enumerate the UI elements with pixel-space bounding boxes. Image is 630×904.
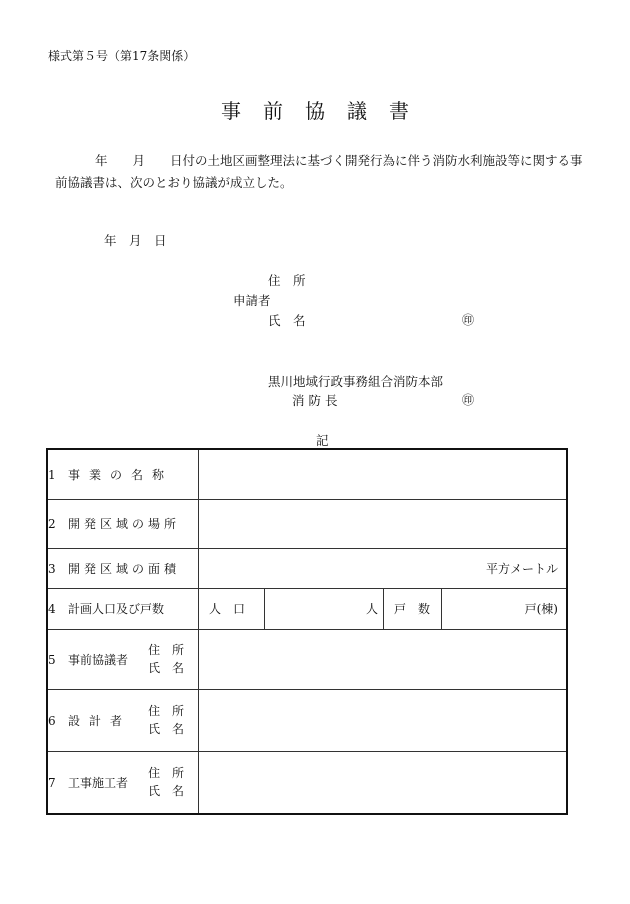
form-number: 様式第５号（第17条関係）: [48, 49, 196, 63]
area-unit: 平方メートル: [485, 561, 558, 576]
row-label: 4 計画人口及び戸数: [47, 588, 199, 629]
prior-consultant-cell[interactable]: [199, 629, 568, 689]
date-line: 年 月 日: [104, 233, 167, 248]
location-cell[interactable]: [199, 499, 568, 548]
applicant-address-label: 住 所: [268, 273, 306, 288]
table-row: [47, 548, 567, 588]
table-row: [47, 499, 567, 548]
row-label: 3 開発区域の面積: [47, 548, 199, 588]
population-cell: [199, 588, 568, 629]
row-label: 1 事業の名称: [47, 449, 199, 499]
project-name-cell[interactable]: [199, 449, 568, 499]
table-row: [47, 689, 567, 751]
area-cell[interactable]: [199, 548, 568, 588]
row-label: 2 開発区域の場所: [47, 499, 199, 548]
contractor-cell[interactable]: [199, 751, 568, 814]
table-row: [47, 629, 567, 689]
authority-organization: 黒川地域行政事務組合消防本部: [268, 374, 444, 389]
population-label: 人 口: [199, 589, 265, 629]
designer-cell[interactable]: [199, 689, 568, 751]
authority-seal-icon: ㊞: [462, 393, 475, 407]
document-title: 事前協議書: [221, 99, 431, 123]
row-label: 7 工事施工者 住 所 氏 名: [47, 751, 199, 814]
households-label: 戸 数: [384, 589, 442, 629]
row-label: 6 設計者 住 所 氏 名: [47, 689, 199, 751]
population-value[interactable]: 人: [265, 589, 384, 629]
table-row: [47, 588, 567, 629]
details-table: [46, 448, 568, 815]
applicant-name-label: 氏 名: [268, 313, 306, 328]
applicant-role-label: 申請者: [233, 293, 271, 308]
body-text: 年 月 日付の土地区画整理法に基づく開発行為に伴う消防水利施設等に関する事前協議書は、次のとおり協議が成立した。: [55, 153, 583, 190]
record-label: 記: [316, 433, 329, 448]
authority-chief-label: 消 防 長: [292, 393, 338, 408]
row-label: 5 事前協議者 住 所 氏 名: [47, 629, 199, 689]
applicant-seal-icon: ㊞: [462, 313, 475, 327]
households-value[interactable]: 戸(棟): [524, 602, 558, 616]
table-row: [47, 449, 567, 499]
table-row: [47, 751, 567, 814]
